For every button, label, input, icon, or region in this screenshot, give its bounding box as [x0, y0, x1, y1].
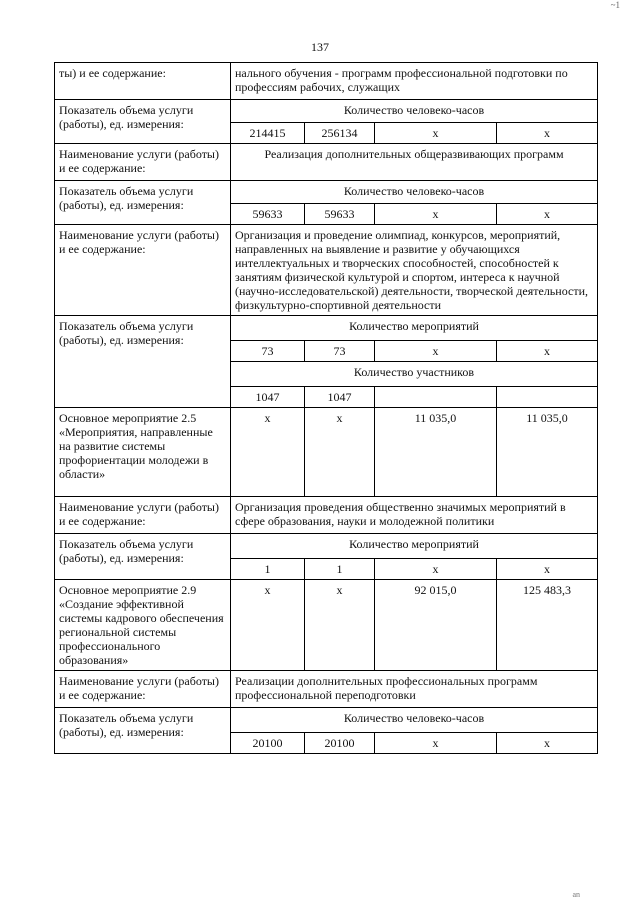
- corner-mark: ~1: [610, 0, 620, 10]
- table-row: [55, 580, 598, 671]
- value-cell: 20100: [305, 733, 375, 754]
- table-row: [55, 316, 598, 341]
- value-cell: 1047: [305, 387, 375, 408]
- row-label: Показатель объема услуги (работы), ед. измерения:: [55, 534, 231, 580]
- table-row: [55, 225, 598, 316]
- service-description: Реализация дополнительных общеразвивающих программ: [231, 144, 598, 181]
- value-cell: 92 015,0: [375, 580, 497, 671]
- value-cell: 11 035,0: [497, 408, 598, 497]
- row-label: Показатель объема услуги (работы), ед. измерения:: [55, 100, 231, 144]
- table-row: [55, 708, 598, 733]
- value-cell: 59633: [231, 204, 305, 225]
- table-row: [55, 181, 598, 204]
- table-row: [55, 100, 598, 123]
- row-label: Наименование услуги (работы) и ее содержание:: [55, 144, 231, 181]
- value-cell: 1: [305, 559, 375, 580]
- row-label: Наименование услуги (работы) и ее содержание:: [55, 671, 231, 708]
- value-cell: x: [497, 341, 598, 362]
- value-cell: 11 035,0: [375, 408, 497, 497]
- value-cell: 256134: [305, 123, 375, 144]
- value-cell: x: [497, 123, 598, 144]
- value-cell: x: [375, 123, 497, 144]
- table-row: [55, 144, 598, 181]
- unit-header: Количество мероприятий: [231, 316, 598, 341]
- value-cell: 1047: [231, 387, 305, 408]
- table-row: [55, 534, 598, 559]
- value-cell: x: [305, 408, 375, 497]
- service-description: Реализации дополнительных профессиональных программ профессиональной переподготовки: [231, 671, 598, 708]
- table-row: [55, 671, 598, 708]
- value-cell: 59633: [305, 204, 375, 225]
- unit-header: Количество участников: [231, 362, 598, 387]
- unit-header: Количество человеко-часов: [231, 100, 598, 123]
- row-label: Показатель объема услуги (работы), ед. измерения:: [55, 181, 231, 225]
- value-cell: 73: [231, 341, 305, 362]
- program-table: [54, 62, 598, 754]
- page-number: 137: [311, 40, 329, 54]
- value-cell: 1: [231, 559, 305, 580]
- value-cell: x: [375, 733, 497, 754]
- table-row: [55, 63, 598, 100]
- value-cell: 214415: [231, 123, 305, 144]
- value-cell: [375, 387, 497, 408]
- value-cell: x: [231, 408, 305, 497]
- row-label: Наименование услуги (работы) и ее содержание:: [55, 225, 231, 316]
- service-description: нального обучения - программ профессиональной подготовки по профессиям рабочих, служащих: [231, 63, 598, 100]
- row-label: Показатель объема услуги (работы), ед. измерения:: [55, 316, 231, 408]
- row-label: Основное мероприятие 2.5 «Мероприятия, направленные на развитие системы профориентации молодежи в области»: [55, 408, 231, 497]
- footer-mark: an: [572, 890, 580, 899]
- value-cell: x: [231, 580, 305, 671]
- unit-header: Количество человеко-часов: [231, 708, 598, 733]
- value-cell: x: [497, 559, 598, 580]
- value-cell: x: [497, 733, 598, 754]
- value-cell: x: [305, 580, 375, 671]
- value-cell: x: [375, 559, 497, 580]
- value-cell: 73: [305, 341, 375, 362]
- row-label: ты) и ее содержание:: [55, 63, 231, 100]
- row-label: Основное мероприятие 2.9 «Создание эффективной системы кадрового обеспечения региональной системы профессионального образования»: [55, 580, 231, 671]
- value-cell: [497, 387, 598, 408]
- value-cell: 20100: [231, 733, 305, 754]
- table-row: [55, 408, 598, 497]
- value-cell: x: [375, 204, 497, 225]
- value-cell: x: [497, 204, 598, 225]
- unit-header: Количество мероприятий: [231, 534, 598, 559]
- service-description: Организация проведения общественно значимых мероприятий в сфере образования, науки и молодежной политики: [231, 497, 598, 534]
- service-description: Организация и проведение олимпиад, конкурсов, мероприятий, направленных на выявление и развитие у обучающихся интеллектуальных и творческих способностей, способностей к занятиям физической культурой и спортом, интереса к научной (научно-исследовательской) деятельности, творческой деятельности, физкультурно-спортивной деятельности: [231, 225, 598, 316]
- row-label: Наименование услуги (работы) и ее содержание:: [55, 497, 231, 534]
- unit-header: Количество человеко-часов: [231, 181, 598, 204]
- value-cell: 125 483,3: [497, 580, 598, 671]
- value-cell: x: [375, 341, 497, 362]
- table-row: [55, 497, 598, 534]
- row-label: Показатель объема услуги (работы), ед. измерения:: [55, 708, 231, 754]
